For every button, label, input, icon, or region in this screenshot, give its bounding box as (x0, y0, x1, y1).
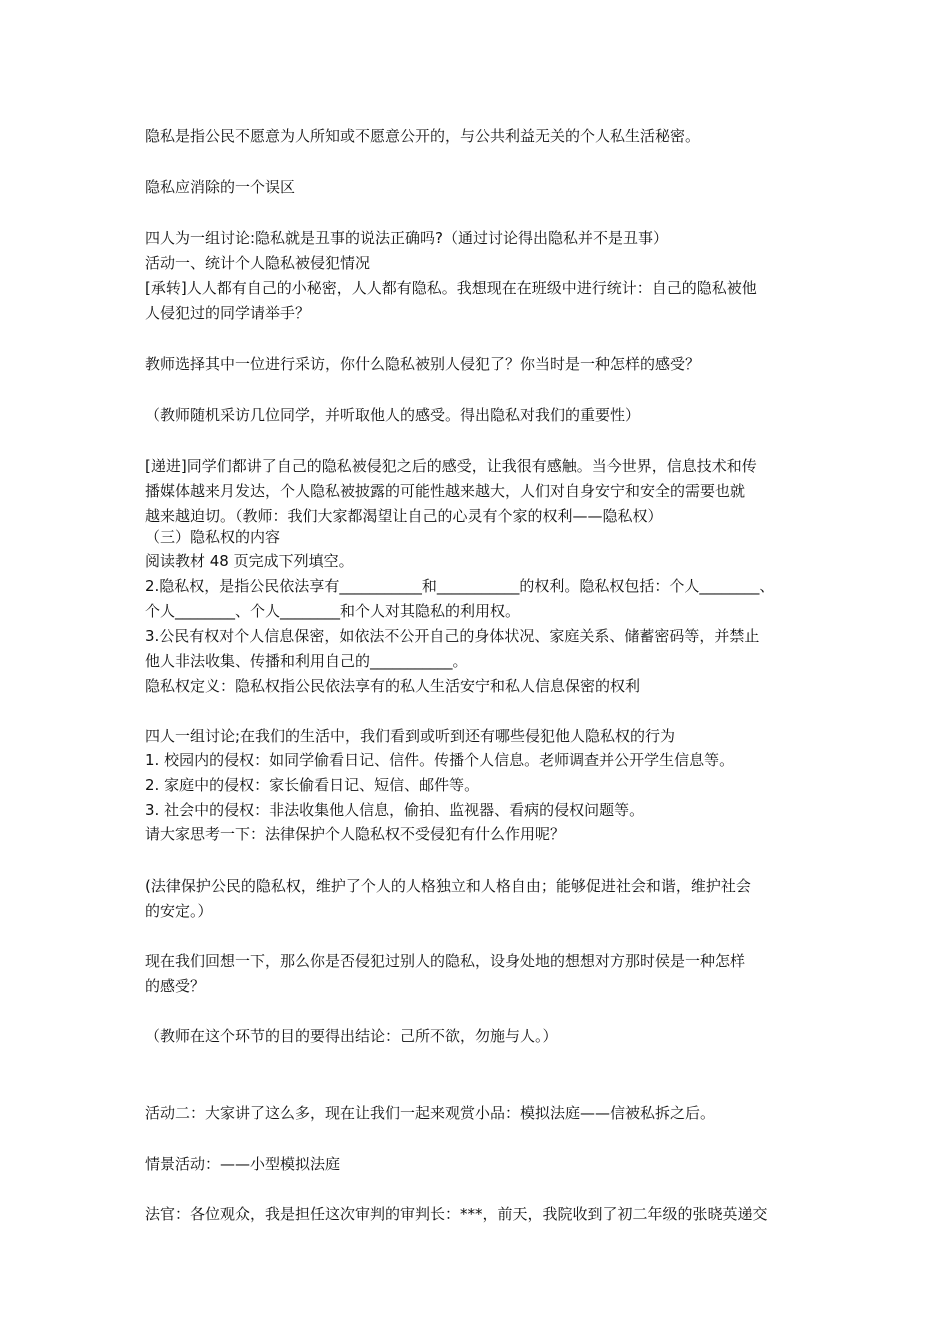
text-line: 隐私应消除的一个误区 (145, 178, 296, 196)
text-line: 隐私是指公民不愿意为人所知或不愿意公开的，与公共利益无关的个人私生活秘密。 (145, 127, 701, 145)
text-line: 活动二：大家讲了这么多，现在让我们一起来观赏小品：模拟法庭——信被私拆之后。 (145, 1104, 716, 1122)
text-line: (法律保护公民的隐私权，维护了个人的人格独立和人格自由；能够促进社会和谐，维护社会 (145, 877, 751, 895)
text-line: 现在我们回想一下，那么你是否侵犯过别人的隐私，设身处地的想想对方那时侯是一种怎样 (145, 952, 746, 970)
text-line: 请大家思考一下：法律保护个人隐私权不受侵犯有什么作用呢？ (145, 825, 566, 843)
text-line: 人侵犯过的同学请举手？ (145, 304, 311, 322)
text-line: 3.公民有权对个人信息保密，如依法不公开自己的身体状况、家庭关系、储蓄密码等，并禁止 (145, 627, 760, 645)
text-line: 的感受？ (145, 977, 206, 995)
text-line: 活动一、统计个人隐私被侵犯情况 (145, 254, 371, 272)
text-line: 四人一组讨论;在我们的生活中，我们看到或听到还有哪些侵犯他人隐私权的行为 (145, 727, 676, 745)
list-item: 1. 校园内的侵权：如同学偷看日记、信件。传播个人信息。老师调查并公开学生信息等。 (145, 751, 735, 769)
text-line: 四人为一组讨论:隐私就是丑事的说法正确吗?（通过讨论得出隐私并不是丑事） (145, 229, 669, 247)
text-line: 的安定。） (145, 902, 213, 920)
text-line: 教师选择其中一位进行采访，你什么隐私被别人侵犯了？你当时是一种怎样的感受？ (145, 355, 701, 373)
list-item: 2. 家庭中的侵权：家长偷看日记、短信、邮件等。 (145, 776, 480, 794)
text-line: 播媒体越来月发达，个人隐私被披露的可能性越来越大，人们对自身安宁和安全的需要也就 (145, 482, 746, 500)
list-item: 3. 社会中的侵权：非法收集他人信息，偷拍、监视器、看病的侵权问题等。 (145, 801, 645, 819)
text-line: 2.隐私权，是指公民依法享有___________和___________的权利。隐私权包括：个人________、 (145, 577, 775, 595)
text-line: 阅读教材 48 页完成下列填空。 (145, 552, 354, 570)
text-line: （教师随机采访几位同学，并听取他人的感受。得出隐私对我们的重要性） (145, 406, 641, 424)
text-line: 他人非法收集、传播和利用自己的___________。 (145, 652, 468, 670)
text-line: 法官：各位观众，我是担任这次审判的审判长：***，前天，我院收到了初二年级的张晓英递交 (145, 1205, 768, 1223)
text-line: 个人________、个人________和个人对其隐私的利用权。 (145, 602, 521, 620)
text-line: 隐私权定义：隐私权指公民依法享有的私人生活安宁和私人信息保密的权利 (145, 677, 641, 695)
text-line: 情景活动：——小型模拟法庭 (145, 1155, 341, 1173)
text-line: [递进]同学们都讲了自己的隐私被侵犯之后的感受，让我很有感触。当今世界，信息技术和传 (145, 457, 757, 475)
text-line: （教师在这个环节的目的要得出结论：己所不欲，勿施与人。） (145, 1027, 558, 1045)
text-line: （三）隐私权的内容 (145, 528, 281, 546)
text-line: 越来越迫切。（教师：我们大家都渴望让自己的心灵有个家的权利——隐私权） (145, 507, 663, 525)
text-line: [承转]人人都有自己的小秘密，人人都有隐私。我想现在在班级中进行统计：自己的隐私被他 (145, 279, 757, 297)
